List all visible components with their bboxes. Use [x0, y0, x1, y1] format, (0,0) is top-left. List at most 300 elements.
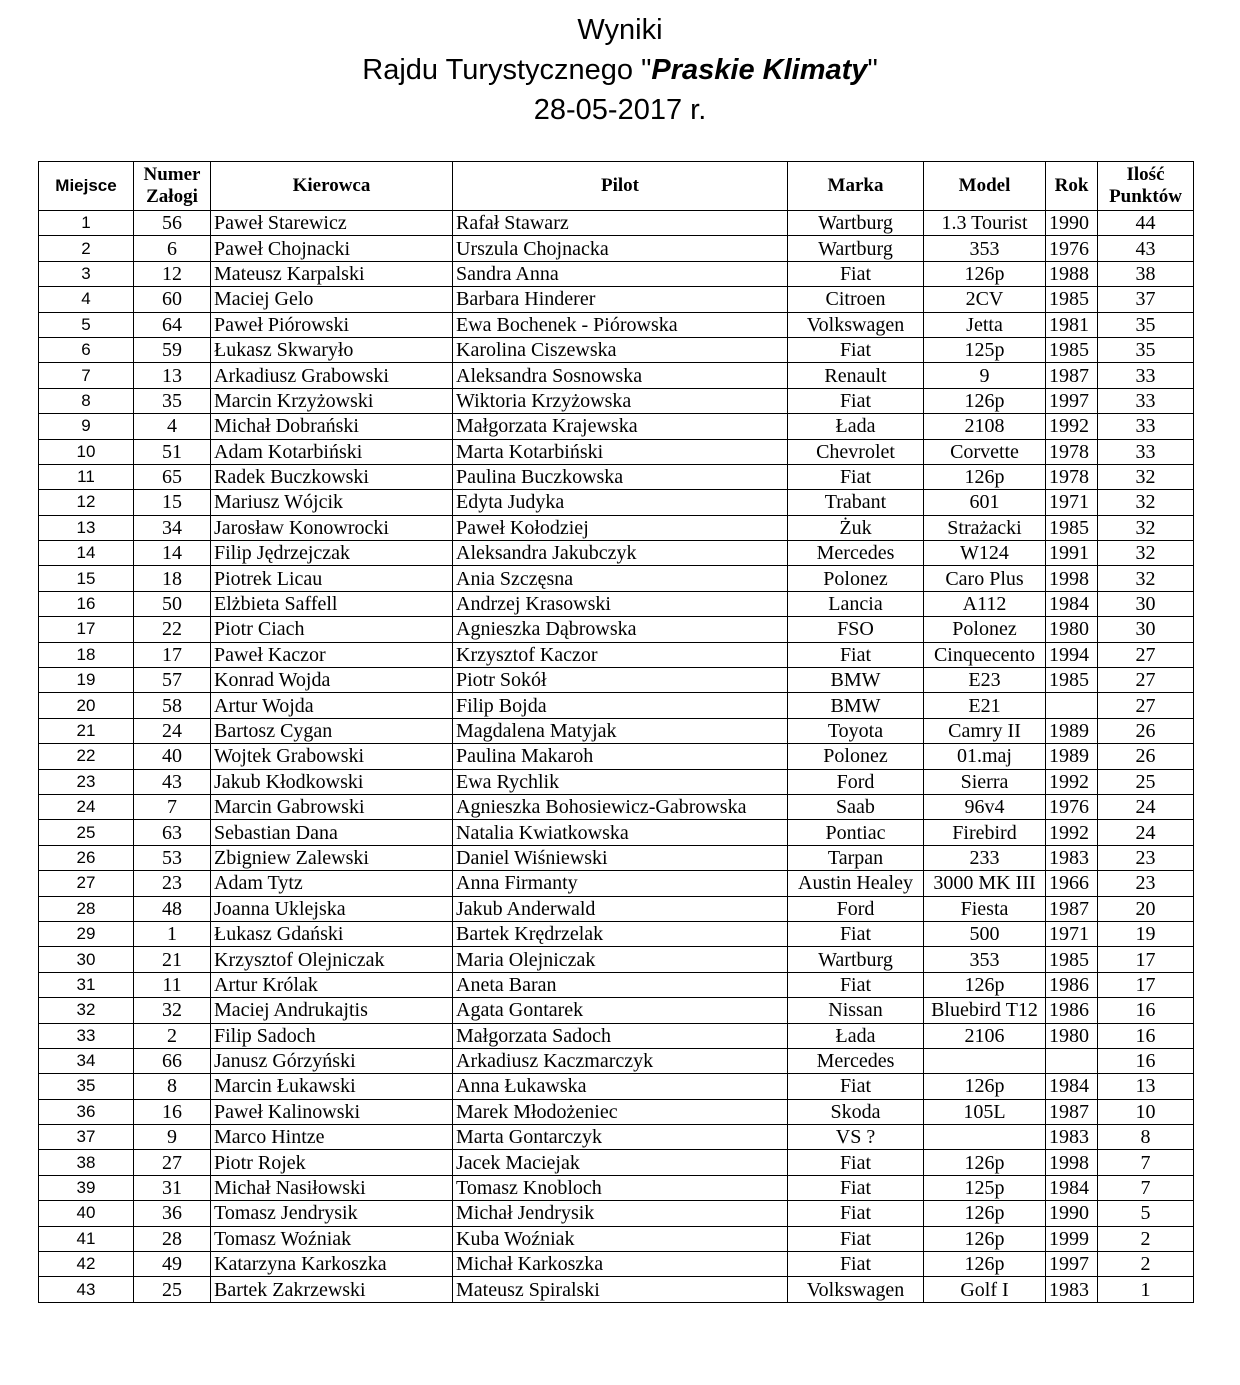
- table-row: [39, 261, 1194, 286]
- cell-model: Cinquecento: [924, 642, 1046, 667]
- cell-year: 1976: [1046, 236, 1098, 261]
- cell-points: 5: [1098, 1201, 1194, 1226]
- table-row: [39, 1048, 1194, 1073]
- cell-model: E23: [924, 668, 1046, 693]
- cell-year: 1990: [1046, 211, 1098, 236]
- cell-crew-number: 58: [134, 693, 211, 718]
- cell-driver: Paweł Kalinowski: [211, 1099, 453, 1124]
- cell-pilot: Małgorzata Sadoch: [453, 1023, 788, 1048]
- cell-crew-number: 2: [134, 1023, 211, 1048]
- table-row: [39, 744, 1194, 769]
- cell-pilot: Kuba Woźniak: [453, 1226, 788, 1251]
- cell-driver: Bartek Zakrzewski: [211, 1277, 453, 1302]
- cell-crew-number: 25: [134, 1277, 211, 1302]
- cell-make: Mercedes: [788, 541, 924, 566]
- cell-driver: Adam Kotarbiński: [211, 439, 453, 464]
- table-row: [39, 769, 1194, 794]
- cell-driver: Piotr Ciach: [211, 617, 453, 642]
- table-row: [39, 287, 1194, 312]
- cell-driver: Adam Tytz: [211, 871, 453, 896]
- cell-driver: Piotrek Licau: [211, 566, 453, 591]
- cell-pilot: Filip Bojda: [453, 693, 788, 718]
- cell-points: 24: [1098, 794, 1194, 819]
- cell-points: 8: [1098, 1125, 1194, 1150]
- cell-year: [1046, 693, 1098, 718]
- cell-driver: Artur Królak: [211, 972, 453, 997]
- cell-driver: Zbigniew Zalewski: [211, 845, 453, 870]
- header-event-title: Praskie Klimaty: [651, 54, 868, 86]
- document-header: [0, 10, 1240, 130]
- cell-place: 7: [39, 363, 134, 388]
- cell-crew-number: 6: [134, 236, 211, 261]
- cell-pilot: Jacek Maciejak: [453, 1150, 788, 1175]
- cell-year: 1987: [1046, 1099, 1098, 1124]
- table-row: [39, 845, 1194, 870]
- cell-driver: Michał Nasiłowski: [211, 1175, 453, 1200]
- cell-make: Fiat: [788, 388, 924, 413]
- cell-points: 37: [1098, 287, 1194, 312]
- cell-make: Austin Healey: [788, 871, 924, 896]
- cell-pilot: Maria Olejniczak: [453, 947, 788, 972]
- cell-driver: Marcin Łukawski: [211, 1074, 453, 1099]
- cell-pilot: Sandra Anna: [453, 261, 788, 286]
- header-row: [39, 162, 1194, 211]
- cell-crew-number: 31: [134, 1175, 211, 1200]
- cell-pilot: Krzysztof Kaczor: [453, 642, 788, 667]
- cell-points: 44: [1098, 211, 1194, 236]
- cell-make: Fiat: [788, 337, 924, 362]
- cell-year: 1986: [1046, 998, 1098, 1023]
- cell-model: 9: [924, 363, 1046, 388]
- cell-crew-number: 4: [134, 414, 211, 439]
- cell-pilot: Piotr Sokół: [453, 668, 788, 693]
- cell-points: 30: [1098, 591, 1194, 616]
- table-row: [39, 642, 1194, 667]
- cell-model: Jetta: [924, 312, 1046, 337]
- cell-make: Fiat: [788, 972, 924, 997]
- cell-make: Trabant: [788, 490, 924, 515]
- cell-place: 9: [39, 414, 134, 439]
- cell-crew-number: 63: [134, 820, 211, 845]
- cell-points: 33: [1098, 439, 1194, 464]
- table-row: [39, 1074, 1194, 1099]
- cell-points: 13: [1098, 1074, 1194, 1099]
- cell-make: Fiat: [788, 261, 924, 286]
- cell-year: 1989: [1046, 744, 1098, 769]
- cell-make: Lancia: [788, 591, 924, 616]
- cell-make: Fiat: [788, 464, 924, 489]
- table-row: [39, 1023, 1194, 1048]
- cell-crew-number: 23: [134, 871, 211, 896]
- table-row: [39, 515, 1194, 540]
- cell-make: Wartburg: [788, 236, 924, 261]
- cell-make: Wartburg: [788, 947, 924, 972]
- cell-make: Renault: [788, 363, 924, 388]
- cell-model: Firebird: [924, 820, 1046, 845]
- col-header-number-line2: Załogi: [146, 186, 198, 207]
- cell-points: 27: [1098, 668, 1194, 693]
- cell-pilot: Rafał Stawarz: [453, 211, 788, 236]
- header-event-name: [0, 50, 1240, 90]
- cell-make: Toyota: [788, 718, 924, 743]
- cell-driver: Łukasz Gdański: [211, 921, 453, 946]
- cell-place: 16: [39, 591, 134, 616]
- cell-place: 31: [39, 972, 134, 997]
- col-header-year: Rok: [1046, 162, 1098, 211]
- cell-model: [924, 1125, 1046, 1150]
- cell-model: 126p: [924, 1201, 1046, 1226]
- cell-points: 30: [1098, 617, 1194, 642]
- cell-make: Nissan: [788, 998, 924, 1023]
- cell-pilot: Edyta Judyka: [453, 490, 788, 515]
- cell-pilot: Aneta Baran: [453, 972, 788, 997]
- cell-crew-number: 13: [134, 363, 211, 388]
- table-row: [39, 541, 1194, 566]
- cell-year: 1983: [1046, 845, 1098, 870]
- cell-driver: Maciej Gelo: [211, 287, 453, 312]
- cell-driver: Michał Dobrański: [211, 414, 453, 439]
- cell-points: 33: [1098, 388, 1194, 413]
- cell-model: 2CV: [924, 287, 1046, 312]
- table-row: [39, 1099, 1194, 1124]
- cell-pilot: Agnieszka Bohosiewicz-Gabrowska: [453, 794, 788, 819]
- table-row: [39, 363, 1194, 388]
- cell-make: Ford: [788, 769, 924, 794]
- table-row: [39, 896, 1194, 921]
- cell-crew-number: 24: [134, 718, 211, 743]
- cell-pilot: Barbara Hinderer: [453, 287, 788, 312]
- cell-year: 1997: [1046, 388, 1098, 413]
- cell-crew-number: 8: [134, 1074, 211, 1099]
- cell-pilot: Wiktoria Krzyżowska: [453, 388, 788, 413]
- cell-crew-number: 28: [134, 1226, 211, 1251]
- cell-pilot: Mateusz Spiralski: [453, 1277, 788, 1302]
- cell-pilot: Anna Firmanty: [453, 871, 788, 896]
- cell-make: BMW: [788, 693, 924, 718]
- cell-points: 26: [1098, 718, 1194, 743]
- cell-pilot: Paulina Buczkowska: [453, 464, 788, 489]
- table-row: [39, 617, 1194, 642]
- cell-make: Saab: [788, 794, 924, 819]
- cell-crew-number: 7: [134, 794, 211, 819]
- cell-model: 126p: [924, 1150, 1046, 1175]
- cell-driver: Joanna Uklejska: [211, 896, 453, 921]
- cell-points: 2: [1098, 1226, 1194, 1251]
- cell-make: Łada: [788, 414, 924, 439]
- col-header-place: Miejsce: [39, 162, 134, 211]
- cell-crew-number: 21: [134, 947, 211, 972]
- cell-place: 20: [39, 693, 134, 718]
- cell-make: Fiat: [788, 1074, 924, 1099]
- cell-points: 43: [1098, 236, 1194, 261]
- cell-place: 27: [39, 871, 134, 896]
- cell-place: 1: [39, 211, 134, 236]
- cell-crew-number: 57: [134, 668, 211, 693]
- table-row: [39, 1125, 1194, 1150]
- table-row: [39, 1226, 1194, 1251]
- cell-place: 37: [39, 1125, 134, 1150]
- table-row: [39, 464, 1194, 489]
- cell-points: 1: [1098, 1277, 1194, 1302]
- table-row: [39, 693, 1194, 718]
- table-row: [39, 388, 1194, 413]
- cell-make: Fiat: [788, 1201, 924, 1226]
- cell-crew-number: 17: [134, 642, 211, 667]
- cell-pilot: Paulina Makaroh: [453, 744, 788, 769]
- cell-model: 01.maj: [924, 744, 1046, 769]
- cell-make: Polonez: [788, 566, 924, 591]
- cell-points: 20: [1098, 896, 1194, 921]
- cell-model: Corvette: [924, 439, 1046, 464]
- cell-model: E21: [924, 693, 1046, 718]
- cell-driver: Radek Buczkowski: [211, 464, 453, 489]
- cell-points: 16: [1098, 998, 1194, 1023]
- cell-place: 24: [39, 794, 134, 819]
- cell-place: 40: [39, 1201, 134, 1226]
- cell-model: Strażacki: [924, 515, 1046, 540]
- cell-points: 27: [1098, 642, 1194, 667]
- cell-place: 5: [39, 312, 134, 337]
- table-row: [39, 1150, 1194, 1175]
- cell-points: 32: [1098, 490, 1194, 515]
- table-row: [39, 871, 1194, 896]
- cell-year: 1980: [1046, 1023, 1098, 1048]
- cell-year: 1985: [1046, 337, 1098, 362]
- table-row: [39, 668, 1194, 693]
- cell-points: 33: [1098, 363, 1194, 388]
- cell-driver: Janusz Górzyński: [211, 1048, 453, 1073]
- cell-pilot: Jakub Anderwald: [453, 896, 788, 921]
- cell-driver: Filip Sadoch: [211, 1023, 453, 1048]
- col-header-model: Model: [924, 162, 1046, 211]
- cell-points: 16: [1098, 1048, 1194, 1073]
- cell-crew-number: 49: [134, 1252, 211, 1277]
- cell-make: Fiat: [788, 1252, 924, 1277]
- cell-model: Golf I: [924, 1277, 1046, 1302]
- cell-points: 32: [1098, 464, 1194, 489]
- cell-driver: Paweł Piórowski: [211, 312, 453, 337]
- cell-model: 353: [924, 947, 1046, 972]
- cell-pilot: Natalia Kwiatkowska: [453, 820, 788, 845]
- cell-points: 23: [1098, 845, 1194, 870]
- cell-place: 19: [39, 668, 134, 693]
- cell-place: 29: [39, 921, 134, 946]
- col-header-points: [1098, 162, 1194, 211]
- cell-model: 126p: [924, 388, 1046, 413]
- cell-year: 1984: [1046, 591, 1098, 616]
- cell-crew-number: 15: [134, 490, 211, 515]
- cell-year: 1989: [1046, 718, 1098, 743]
- cell-model: Caro Plus: [924, 566, 1046, 591]
- cell-points: 2: [1098, 1252, 1194, 1277]
- cell-driver: Wojtek Grabowski: [211, 744, 453, 769]
- cell-make: Wartburg: [788, 211, 924, 236]
- cell-model: W124: [924, 541, 1046, 566]
- table-row: [39, 312, 1194, 337]
- cell-driver: Paweł Chojnacki: [211, 236, 453, 261]
- cell-points: 19: [1098, 921, 1194, 946]
- cell-model: 126p: [924, 464, 1046, 489]
- cell-year: 1984: [1046, 1074, 1098, 1099]
- cell-driver: Krzysztof Olejniczak: [211, 947, 453, 972]
- cell-driver: Filip Jędrzejczak: [211, 541, 453, 566]
- cell-pilot: Andrzej Krasowski: [453, 591, 788, 616]
- cell-make: Polonez: [788, 744, 924, 769]
- cell-points: 32: [1098, 515, 1194, 540]
- cell-model: 1.3 Tourist: [924, 211, 1046, 236]
- cell-driver: Marco Hintze: [211, 1125, 453, 1150]
- cell-year: 1985: [1046, 287, 1098, 312]
- cell-driver: Paweł Starewicz: [211, 211, 453, 236]
- cell-model: 601: [924, 490, 1046, 515]
- cell-model: 96v4: [924, 794, 1046, 819]
- cell-model: 126p: [924, 1226, 1046, 1251]
- cell-make: Fiat: [788, 921, 924, 946]
- cell-points: 16: [1098, 1023, 1194, 1048]
- cell-year: 1992: [1046, 414, 1098, 439]
- table-body: [39, 211, 1194, 1303]
- cell-place: 42: [39, 1252, 134, 1277]
- cell-make: BMW: [788, 668, 924, 693]
- cell-pilot: Michał Jendrysik: [453, 1201, 788, 1226]
- cell-points: 32: [1098, 566, 1194, 591]
- cell-pilot: Daniel Wiśniewski: [453, 845, 788, 870]
- cell-driver: Mateusz Karpalski: [211, 261, 453, 286]
- cell-make: Volkswagen: [788, 312, 924, 337]
- cell-pilot: Aleksandra Sosnowska: [453, 363, 788, 388]
- table-header: [39, 162, 1194, 211]
- cell-crew-number: 65: [134, 464, 211, 489]
- cell-year: 1971: [1046, 921, 1098, 946]
- table-row: [39, 211, 1194, 236]
- cell-crew-number: 36: [134, 1201, 211, 1226]
- cell-year: 1966: [1046, 871, 1098, 896]
- table-row: [39, 414, 1194, 439]
- cell-year: 1987: [1046, 896, 1098, 921]
- cell-make: Fiat: [788, 1150, 924, 1175]
- cell-year: 1978: [1046, 464, 1098, 489]
- cell-year: 1985: [1046, 515, 1098, 540]
- cell-place: 10: [39, 439, 134, 464]
- cell-pilot: Małgorzata Krajewska: [453, 414, 788, 439]
- cell-make: Fiat: [788, 1175, 924, 1200]
- cell-make: FSO: [788, 617, 924, 642]
- cell-model: 353: [924, 236, 1046, 261]
- cell-pilot: Aleksandra Jakubczyk: [453, 541, 788, 566]
- cell-crew-number: 32: [134, 998, 211, 1023]
- cell-model: 233: [924, 845, 1046, 870]
- cell-model: 126p: [924, 1074, 1046, 1099]
- cell-model: Camry II: [924, 718, 1046, 743]
- cell-place: 26: [39, 845, 134, 870]
- cell-place: 2: [39, 236, 134, 261]
- cell-points: 7: [1098, 1175, 1194, 1200]
- cell-place: 4: [39, 287, 134, 312]
- cell-year: 1983: [1046, 1277, 1098, 1302]
- cell-place: 34: [39, 1048, 134, 1073]
- cell-points: 32: [1098, 541, 1194, 566]
- cell-make: Ford: [788, 896, 924, 921]
- table-row: [39, 1277, 1194, 1302]
- cell-model: Fiesta: [924, 896, 1046, 921]
- cell-driver: Jakub Kłodkowski: [211, 769, 453, 794]
- cell-driver: Katarzyna Karkoszka: [211, 1252, 453, 1277]
- cell-pilot: Michał Karkoszka: [453, 1252, 788, 1277]
- cell-year: 1994: [1046, 642, 1098, 667]
- cell-make: VS ?: [788, 1125, 924, 1150]
- cell-crew-number: 9: [134, 1125, 211, 1150]
- cell-model: 500: [924, 921, 1046, 946]
- header-event-prefix: Rajdu Turystycznego ": [362, 54, 652, 86]
- cell-pilot: Tomasz Knobloch: [453, 1175, 788, 1200]
- cell-driver: Elżbieta Saffell: [211, 591, 453, 616]
- cell-model: 105L: [924, 1099, 1046, 1124]
- cell-make: Citroen: [788, 287, 924, 312]
- cell-year: 1997: [1046, 1252, 1098, 1277]
- header-date: 28-05-2017 r.: [533, 94, 707, 126]
- cell-year: 1980: [1046, 617, 1098, 642]
- cell-place: 3: [39, 261, 134, 286]
- cell-points: 17: [1098, 972, 1194, 997]
- cell-pilot: Marta Gontarczyk: [453, 1125, 788, 1150]
- table-row: [39, 921, 1194, 946]
- cell-driver: Bartosz Cygan: [211, 718, 453, 743]
- cell-place: 18: [39, 642, 134, 667]
- cell-model: 125p: [924, 337, 1046, 362]
- cell-crew-number: 59: [134, 337, 211, 362]
- table-row: [39, 490, 1194, 515]
- cell-driver: Tomasz Woźniak: [211, 1226, 453, 1251]
- cell-year: 1978: [1046, 439, 1098, 464]
- cell-year: [1046, 1048, 1098, 1073]
- cell-driver: Konrad Wojda: [211, 668, 453, 693]
- col-header-make: Marka: [788, 162, 924, 211]
- cell-points: 23: [1098, 871, 1194, 896]
- col-header-number-line1: Numer: [143, 164, 201, 185]
- cell-place: 38: [39, 1150, 134, 1175]
- cell-make: Tarpan: [788, 845, 924, 870]
- cell-model: A112: [924, 591, 1046, 616]
- cell-place: 36: [39, 1099, 134, 1124]
- cell-model: 126p: [924, 1252, 1046, 1277]
- cell-year: 1984: [1046, 1175, 1098, 1200]
- cell-model: 126p: [924, 261, 1046, 286]
- cell-year: 1988: [1046, 261, 1098, 286]
- table-row: [39, 337, 1194, 362]
- cell-place: 22: [39, 744, 134, 769]
- cell-make: Skoda: [788, 1099, 924, 1124]
- cell-place: 35: [39, 1074, 134, 1099]
- cell-place: 8: [39, 388, 134, 413]
- cell-driver: Sebastian Dana: [211, 820, 453, 845]
- cell-year: 1992: [1046, 769, 1098, 794]
- col-header-points-line2: Punktów: [1109, 186, 1182, 207]
- cell-crew-number: 60: [134, 287, 211, 312]
- col-header-number: [134, 162, 211, 211]
- cell-place: 15: [39, 566, 134, 591]
- cell-make: Fiat: [788, 1226, 924, 1251]
- col-header-points-line1: Ilość: [1126, 164, 1165, 185]
- cell-make: Mercedes: [788, 1048, 924, 1073]
- cell-crew-number: 35: [134, 388, 211, 413]
- cell-crew-number: 56: [134, 211, 211, 236]
- cell-pilot: Ewa Rychlik: [453, 769, 788, 794]
- cell-crew-number: 11: [134, 972, 211, 997]
- cell-points: 26: [1098, 744, 1194, 769]
- cell-points: 25: [1098, 769, 1194, 794]
- table-row: [39, 566, 1194, 591]
- table-row: [39, 998, 1194, 1023]
